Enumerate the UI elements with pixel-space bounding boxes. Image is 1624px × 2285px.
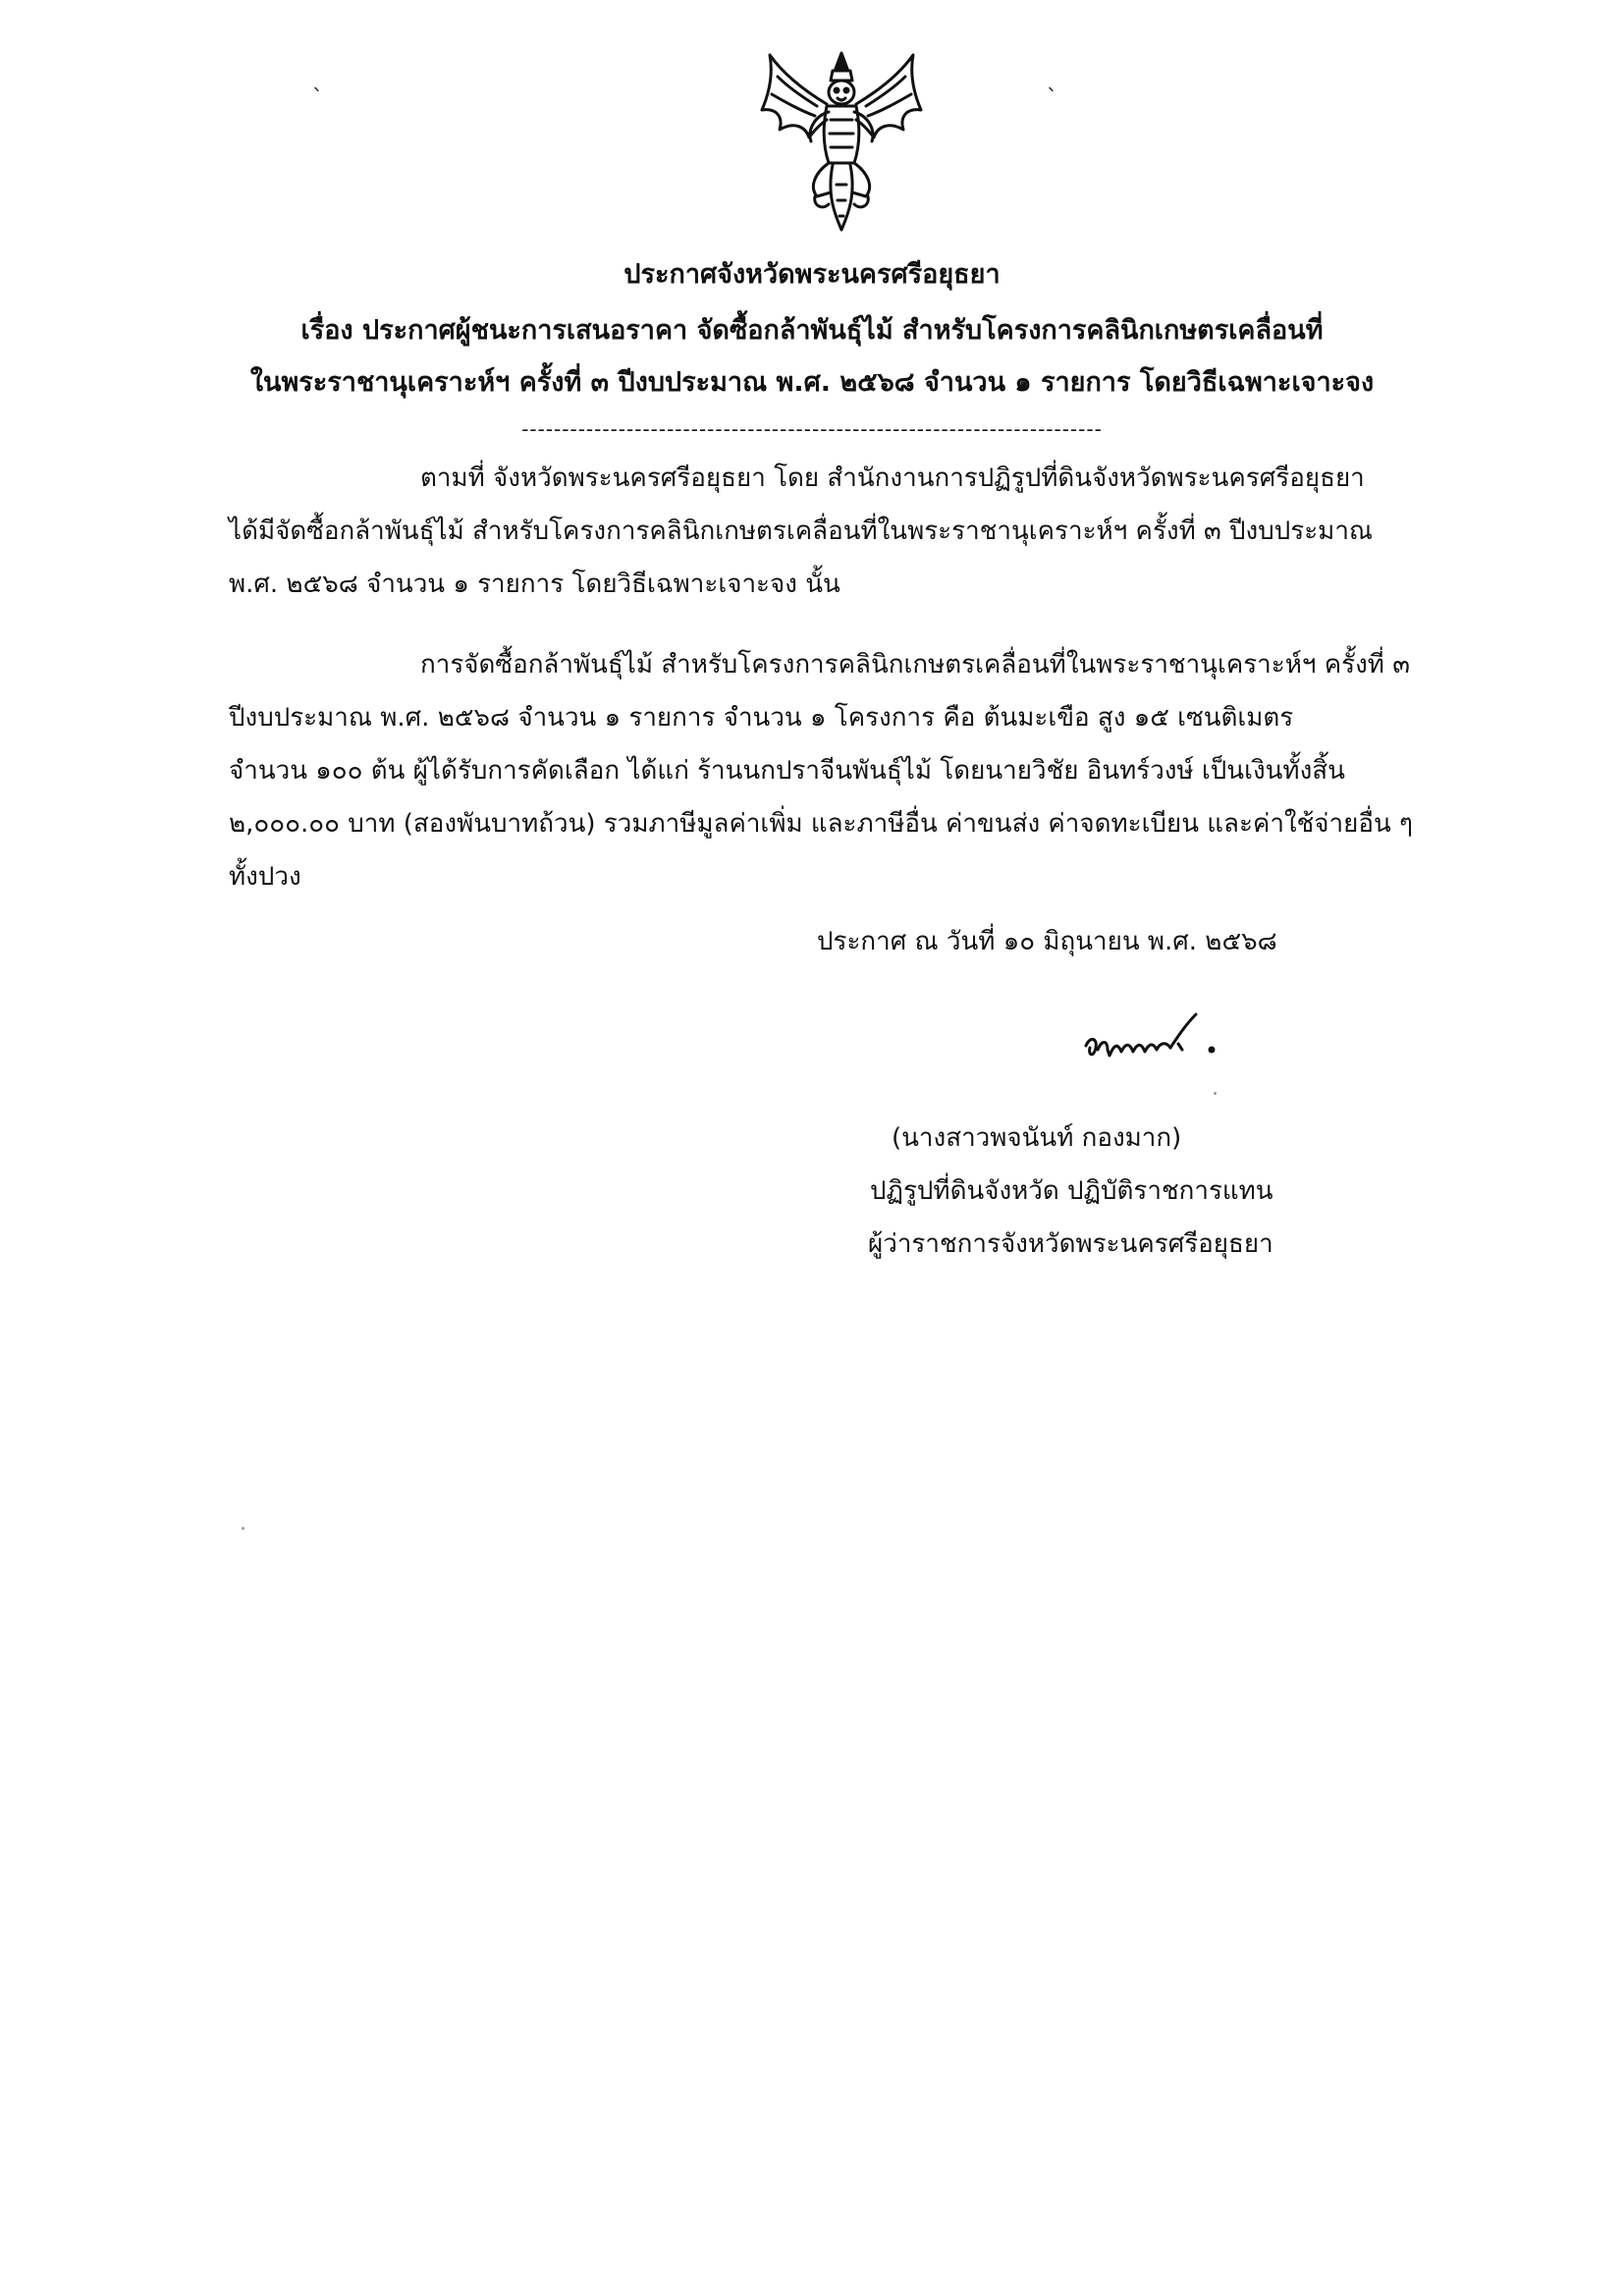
signatory-name: (นางสาวพจนันท์ กองมาก) <box>892 1123 1182 1153</box>
paragraph-2-line-4: ๒,๐๐๐.๐๐ บาท (สองพันบาทถ้วน) รวมภาษีมูลค่าเพิ่ม และภาษีอื่น ค่าขนส่ง ค่าจดทะเบียน และค่าใช้จ่ายอื่น ๆ <box>229 809 1413 839</box>
paragraph-1-line-1: ตามที่ จังหวัดพระนครศรีอยุธยา โดย สำนักงานการปฏิรูปที่ดินจังหวัดพระนครศรีอยุธยา <box>420 463 1365 493</box>
paragraph-2-line-2: ปีงบประมาณ พ.ศ. ๒๕๖๘ จำนวน ๑ รายการ จำนวน ๑ โครงการ คือ ต้นมะเขือ สูง ๑๕ เซนติเมตร <box>229 703 1294 733</box>
paragraph-2-line-1: การจัดซื้อกล้าพันธุ์ไม้ สำหรับโครงการคลินิกเกษตรเคลื่อนที่ในพระราชานุเคราะห์ฯ ครั้งที่ ๓ <box>420 650 1410 680</box>
binding-mark-right: ˋ <box>1047 86 1057 111</box>
signature-image <box>1080 1006 1227 1075</box>
paragraph-1-line-3: พ.ศ. ๒๕๖๘ จำนวน ๑ รายการ โดยวิธีเฉพาะเจาะจง นั้น <box>229 570 840 599</box>
document-title: ประกาศจังหวัดพระนครศรีอยุธยา <box>623 259 1001 290</box>
binding-mark-left: ˋ <box>312 86 323 111</box>
scan-speck <box>1214 1092 1217 1095</box>
subject-line-1: เรื่อง ประกาศผู้ชนะการเสนอราคา จัดซื้อกล้าพันธุ์ไม้ สำหรับโครงการคลินิกเกษตรเคลื่อนที่ <box>300 315 1324 346</box>
paragraph-2-line-3: จำนวน ๑๐๐ ต้น ผู้ได้รับการคัดเลือก ได้แก่ ร้านนกปราจีนพันธุ์ไม้ โดยนายวิชัย อินทร์วงษ์ เป็นเงินทั้งสิ้น <box>229 756 1345 786</box>
signatory-position-2: ผู้ว่าราชการจังหวัดพระนครศรีอยุธยา <box>868 1229 1273 1259</box>
paragraph-1-line-2: ได้มีจัดซื้อกล้าพันธุ์ไม้ สำหรับโครงการคลินิกเกษตรเคลื่อนที่ในพระราชานุเคราะห์ฯ ครั้งที่ ๓ ปีงบประมาณ <box>229 517 1374 546</box>
scan-speck <box>242 1527 244 1530</box>
paragraph-2-line-5: ทั้งปวง <box>229 862 301 892</box>
subject-line-2: ในพระราชานุเคราะห์ฯ ครั้งที่ ๓ ปีงบประมาณ พ.ศ. ๒๕๖๘ จำนวน ๑ รายการ โดยวิธีเฉพาะเจาะจง <box>249 367 1375 398</box>
signatory-position-1: ปฏิรูปที่ดินจังหวัด ปฏิบัติราชการแทน <box>870 1176 1273 1206</box>
header-separator: ------------------------------------------------------------------------ <box>521 417 1103 441</box>
announcement-date: ประกาศ ณ วันที่ ๑๐ มิถุนายน พ.ศ. ๒๕๖๘ <box>817 927 1277 956</box>
garuda-emblem-icon <box>758 47 925 244</box>
